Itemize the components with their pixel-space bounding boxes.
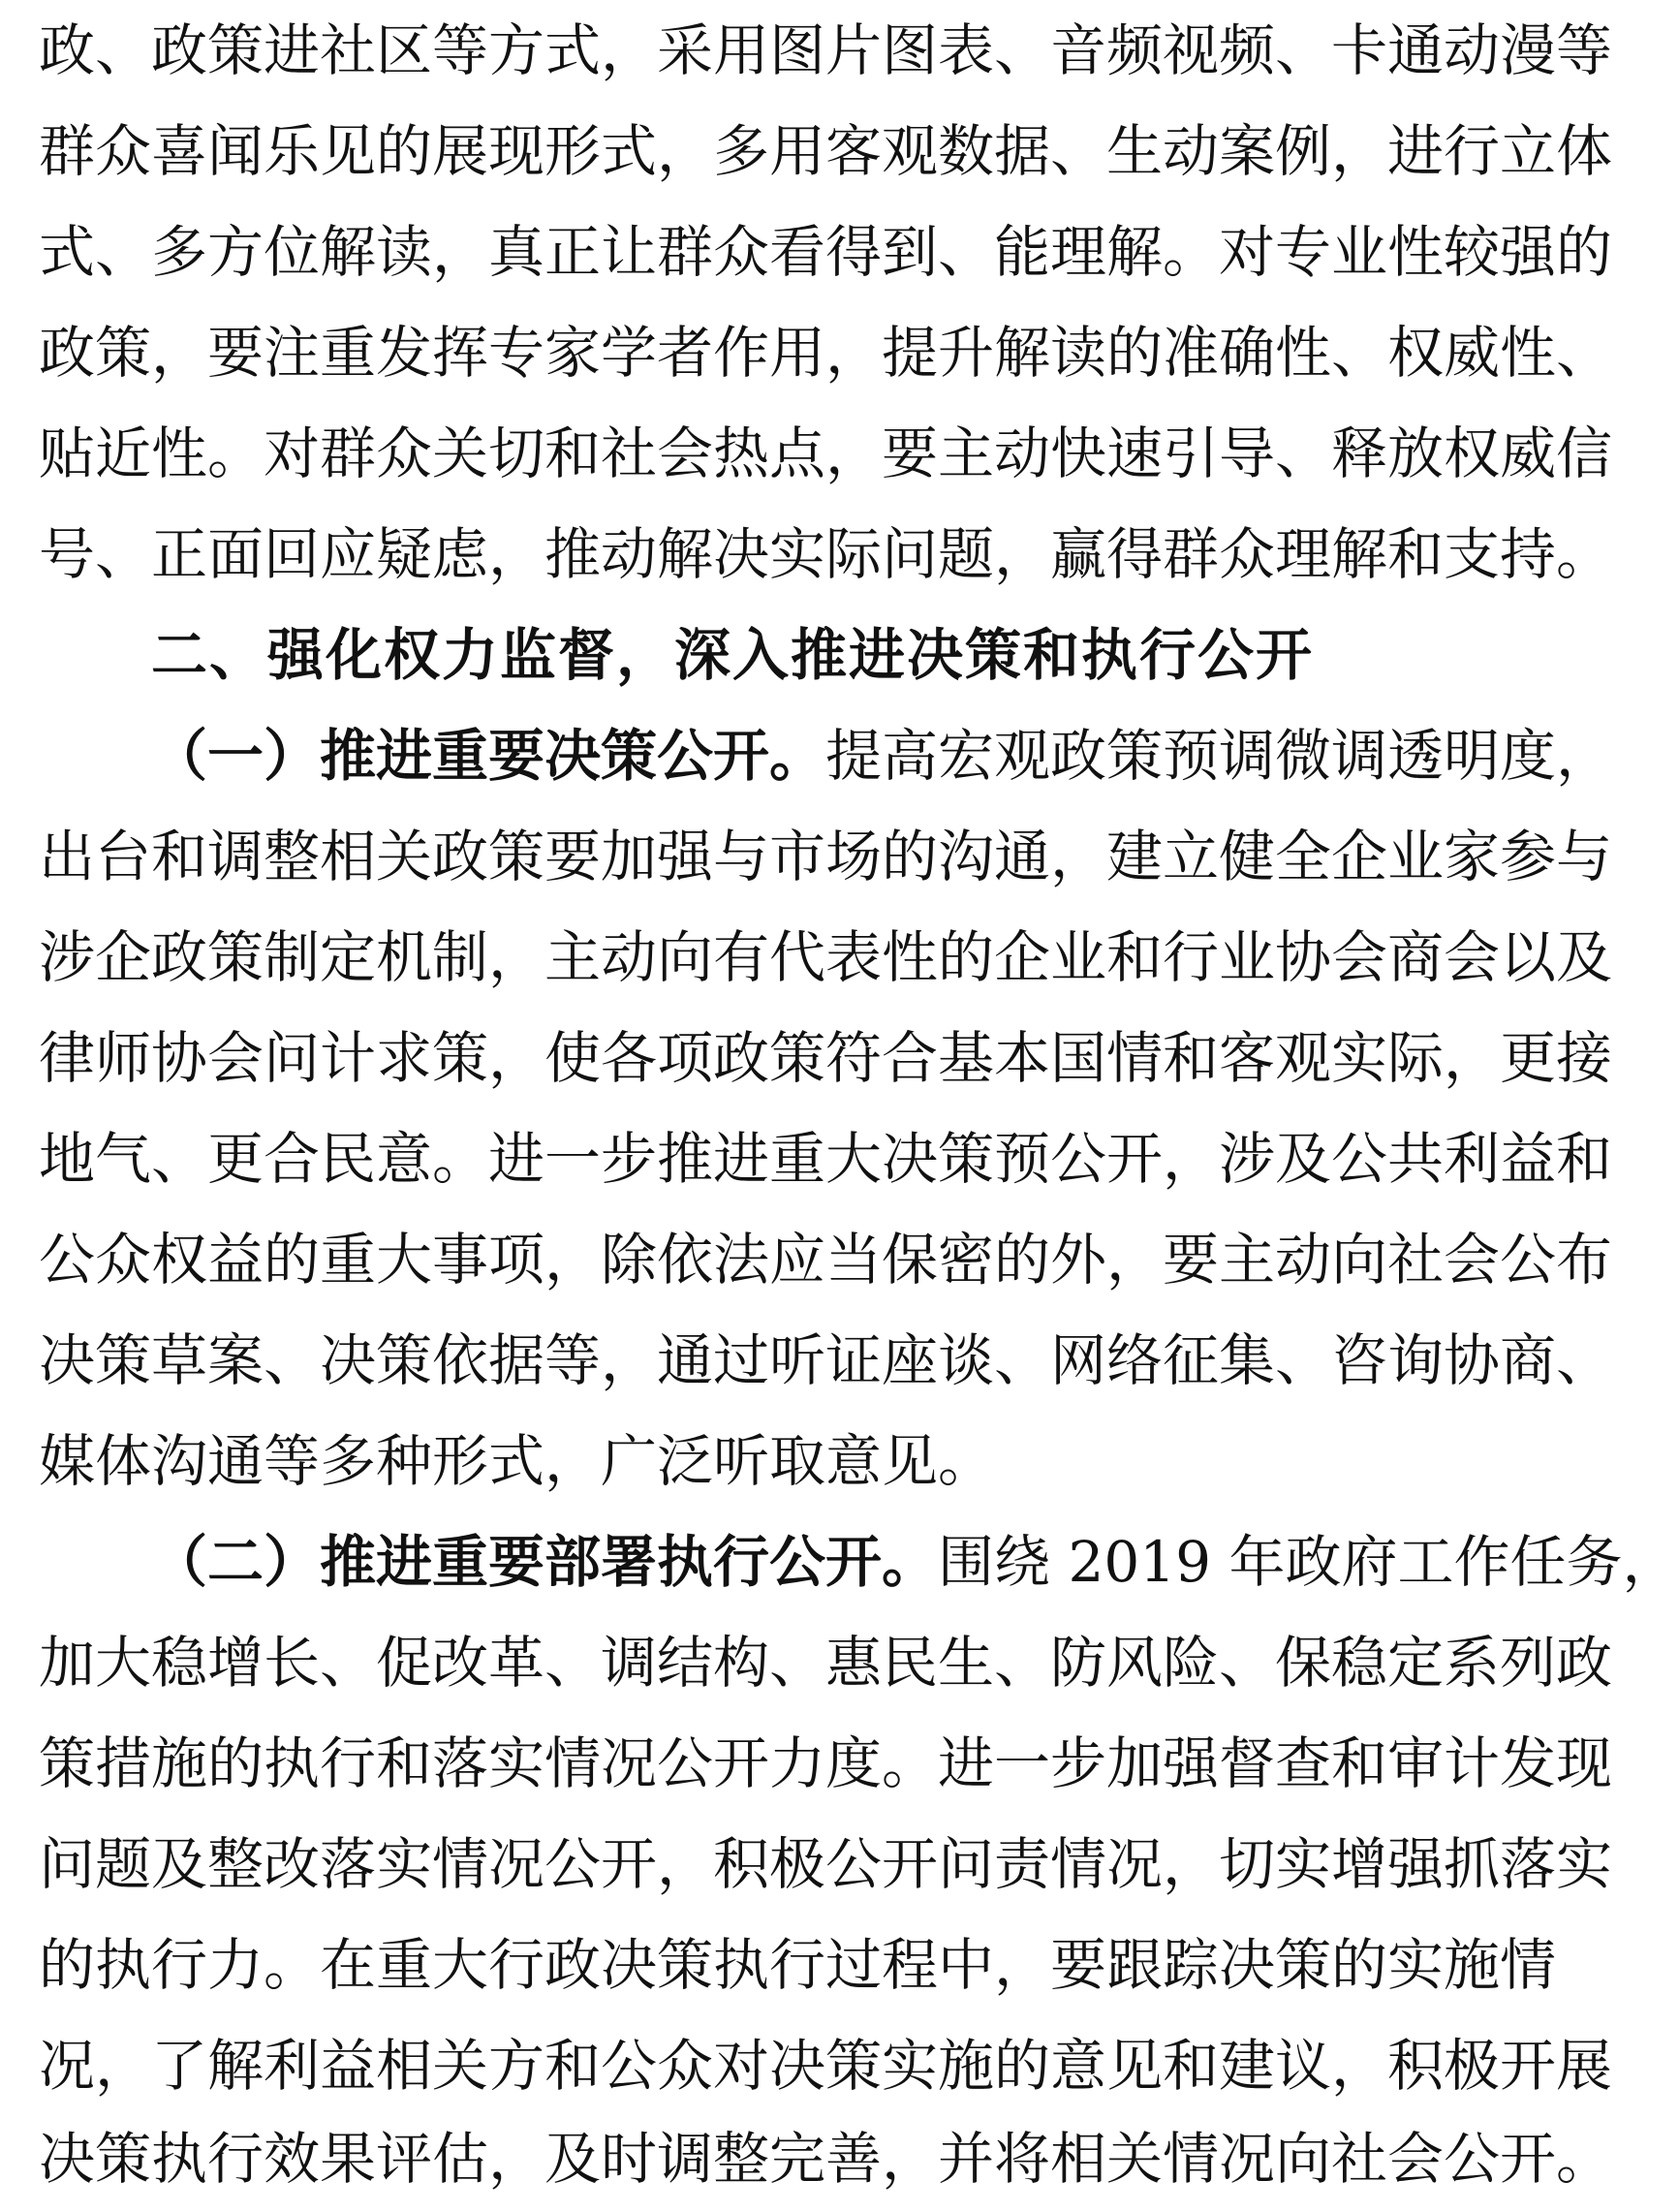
paragraph-3-line-5: 的执行力。在重大行政决策执行过程中，要跟踪决策的实施情 [39,1932,1557,1998]
document-page [39,0,1679,2212]
paragraph-2-line-7: 决策草案、决策依据等，通过听证座谈、网络征集、咨询协商、 [39,1327,1613,1393]
paragraph-1-line-5: 贴近性。对群众关切和社会热点，要主动快速引导、释放权威信 [39,421,1613,486]
paragraph-3-line-2: 加大稳增长、促改革、调结构、惠民生、防风险、保稳定系列政 [39,1630,1613,1696]
paragraph-1-line-6: 号、正面回应疑虑，推动解决实际问题，赢得群众理解和支持。 [39,521,1613,587]
paragraph-2-line-2: 出台和调整相关政策要加强与市场的沟通，建立健全企业家参与 [39,824,1613,889]
paragraph-2-lead: （一）推进重要决策公开。 [151,723,826,789]
paragraph-1-line-4: 政策，要注重发挥专家学者作用，提升解读的准确性、权威性、 [39,320,1613,386]
paragraph-2-line-8: 媒体沟通等多种形式，广泛听取意见。 [39,1428,995,1494]
paragraph-1-line-1: 政、政策进社区等方式，采用图片图表、音频视频、卡通动漫等 [39,17,1613,83]
paragraph-2-line-5: 地气、更合民意。进一步推进重大决策预公开，涉及公共利益和 [39,1126,1613,1192]
paragraph-3-lead: （二）推进重要部署执行公开。 [151,1529,939,1595]
paragraph-2-line-4: 律师协会问计求策，使各项政策符合基本国情和客观实际，更接 [39,1025,1613,1091]
paragraph-3-line-6: 况，了解利益相关方和公众对决策实施的意见和建议，积极开展 [39,2033,1613,2099]
paragraph-3-first-line-rest: 围绕 2019 年政府工作任务， [938,1529,1679,1595]
paragraph-1-line-2: 群众喜闻乐见的展现形式，多用客观数据、生动案例，进行立体 [39,118,1613,184]
paragraph-3-line-3: 策措施的执行和落实情况公开力度。进一步加强督查和审计发现 [39,1730,1613,1796]
paragraph-3-first-line [39,1511,1679,1612]
section-heading: 二、强化权力监督，深入推进决策和执行公开 [151,622,1315,688]
paragraph-2-line-3: 涉企政策制定机制，主动向有代表性的企业和行业协会商会以及 [39,924,1613,990]
paragraph-2-line-6: 公众权益的重大事项，除依法应当保密的外，要主动向社会公布 [39,1227,1613,1293]
paragraph-3-line-4: 问题及整改落实情况公开，积极公开问责情况，切实增强抓落实 [39,1831,1613,1897]
paragraph-1-line-3: 式、多方位解读，真正让群众看得到、能理解。对专业性较强的 [39,219,1613,285]
paragraph-2-first-line [39,705,1613,806]
paragraph-2-first-line-rest: 提高宏观政策预调微调透明度， [825,723,1613,789]
paragraph-3-line-7: 决策执行效果评估，及时调整完善，并将相关情况向社会公开。 [39,2126,1613,2192]
